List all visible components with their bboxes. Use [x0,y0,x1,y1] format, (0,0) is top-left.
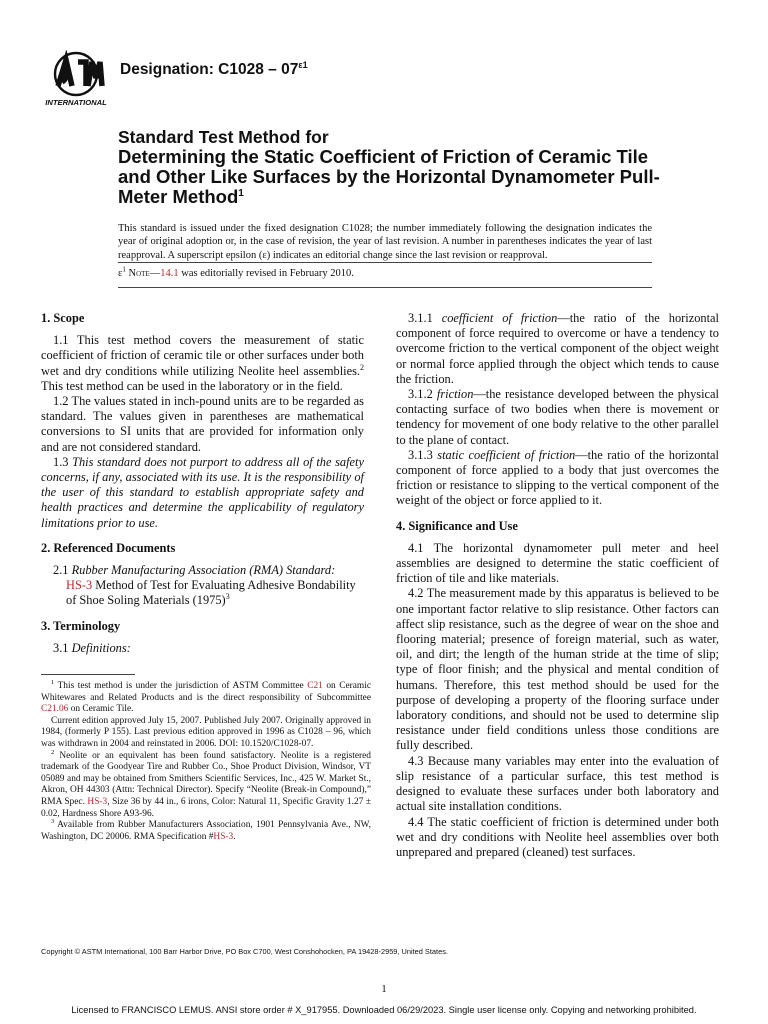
scope-heading: 1. Scope [41,311,85,325]
footnote-3: $^3$ Available from Rubber Manufacturers Association, 1901 Pennsylvania Ave., NW, Washington, DC 20006. RMA Specification #HS-3. [41,818,371,842]
c2106-link[interactable]: C21.06 [41,704,69,715]
para-4-1: 4.1 The horizontal dynamometer pull meter and heel assemblies are designed to determine the static coefficient of friction of tile and like materials. [396,540,719,586]
document-title [118,127,678,207]
left-column [41,311,364,656]
title-main: Determining the Static Coefficient of Friction of Ceramic Tile and Other Like Surfaces by the Horizontal Dynamometer Pull-Meter Method$^1$ [118,146,660,207]
significance-heading: 4. Significance and Use [396,518,518,533]
note-rule-top [118,262,652,263]
referenced-documents-heading: 2. Referenced Documents [41,540,176,555]
title-prefix: Standard Test Method for [118,127,329,147]
preamble: This standard is issued under the fixed designation C1028; the number immediately following the designation indicates the year of original adoption or, in the case of revision, the year of last revision. A number in parentheses indicates the year of last reapproval. A superscript epsilon (ε) indicates an editorial change since the last revision or reapproval. [118,223,652,261]
note-rule-bottom [118,287,652,288]
para-1-3: 1.3 This standard does not purport to address all of the safety concerns, if any, associated with its use. It is the responsibility of the user of this standard to establish appropriate safety and health practices and determine the applicability of regulatory limitations prior to use. [41,454,364,530]
para-3-1: 3.1 Definitions: [53,640,131,655]
footnote-3-hs3-link[interactable]: HS-3 [213,831,234,842]
para-4-2: 4.2 The measurement made by this apparatus is believed to be one important factor relative to slip resistance. Other factors can affect slip resistance, such as the degree of wear on the shoe and flooring material; presence of foreign material, such as water, oil, and dirt; the length of the human stride at the time of slip; type of floor finish; and the physical and mental condition of humans. Therefore, this test method should be used for the purpose of developing a property of the flooring surface under laboratory conditions, and should not be used to determine slip resistance under field conditions unless those conditions are fully described. [396,586,719,753]
para-1-1: 1.1 This test method covers the measurement of static coefficient of friction of ceramic tile or other surfaces under both wet and dry conditions while utilizing Neolite heel assemblies.$^2$ This test method can be used in the laboratory or in the field. [41,333,364,393]
hs3-link[interactable]: HS-3 [66,578,93,593]
editorial-note: $\varepsilon^1$ Note—14.1 was editorially revised in February 2010. [118,265,354,279]
footnote-rule [41,674,135,675]
c21-link[interactable]: C21 [307,681,323,691]
right-column [396,311,719,860]
copyright: Copyright © ASTM International, 100 Barr Harbor Drive, PO Box C700, West Conshohocken, PA 19428-2959, United States. [41,947,448,956]
footnote-1: $^1$ This test method is under the jurisdiction of ASTM Committee C21 on Ceramic Whitewares and Related Products and is the direct responsibility of Subcommittee C21.06 on Ceramic Tile. [41,678,371,715]
para-3-1-2: 3.1.2 friction—the resistance developed between the physical contacting surface of two bodies when there is movement or tendency for movement of one body relative to the other parallel to the plane of contact. [396,387,719,447]
para-3-1-3: 3.1.3 static coefficient of friction—the ratio of the horizontal component of force applied to a body that just overcomes the friction or resistance to slipping to the vertical component of the weight of the object or force applied to it. [396,447,719,508]
footnote-hs3-link[interactable]: HS-3 [87,796,108,807]
svg-text:INTERNATIONAL: INTERNATIONAL [45,98,107,107]
license-notice: Licensed to FRANCISCO LEMUS. ANSI store order # X_917955. Downloaded 06/29/2023. Single user license only. Copying and networking prohibited. [71,1005,697,1015]
para-4-3: 4.3 Because many variables may enter into the evaluation of slip resistance of a particular surface, this test method is designed to evaluate these surfaces under both laboratory and actual site installation conditions. [396,753,719,814]
note-link[interactable]: 14.1 [160,268,179,279]
terminology-heading: 3. Terminology [41,618,121,633]
astm-logo [42,50,110,108]
reference-2-1: 2.1 Rubber Manufacturing Association (RMA) Standard: HS-3 Method of Test for Evaluating Adhesive Bondability of Shoe Soling Materials $(1975)^3$ [53,563,356,608]
footnotes [41,678,371,843]
para-1-2: 1.2 The values stated in inch-pound units are to be regarded as standard. The values given in parentheses are mathematical conversions to SI units that are provided for information only and are not considered standard. [41,394,364,454]
page-number: 1 [381,983,387,995]
designation: Designation: $C1028 - 07^{\varepsilon 1}$ [120,59,308,78]
footnote-2: $^2$ Neolite or an equivalent has been found satisfactory. Neolite is a registered trademark of the Goodyear Tire and Rubber Co., Shoe Product Division, Windsor, VT 05089 and may be obtained from Smithers Scientific Services, Inc., 425 W. Market St., Akron, OH 44303 (Attn: Technical Director). Specify “Neolite (Break-in Compound),” RMA Spec. HS-3, Size 36 by 44 in., 6 irons, Color: Natural 11, Specific Gravity 1.27 ± 0.02, Hardness Shore A93-96. [41,748,371,819]
footnote-1-edition: Current edition approved July 15, 2007. Published July 2007. Originally approved in 1984, (formerly P 155). Last previous edition approved in 1996 as C1028 – 96, which was withdrawn in 2004 and reinstated in 2006. DOI: 10.1520/C1028-07. [41,715,371,749]
para-3-1-1: 3.1.1 coefficient of friction—the ratio of the horizontal component of force required to overcome or have a tendency to overcome friction to the vertical component of the object weight or normal force applied through the object which tends to cause the friction. [396,311,719,386]
para-4-4: 4.4 The static coefficient of friction is determined under both wet and dry conditions with Neolite heel assemblies over both unprepared and prepared (cleaned) test surfaces. [396,814,719,859]
